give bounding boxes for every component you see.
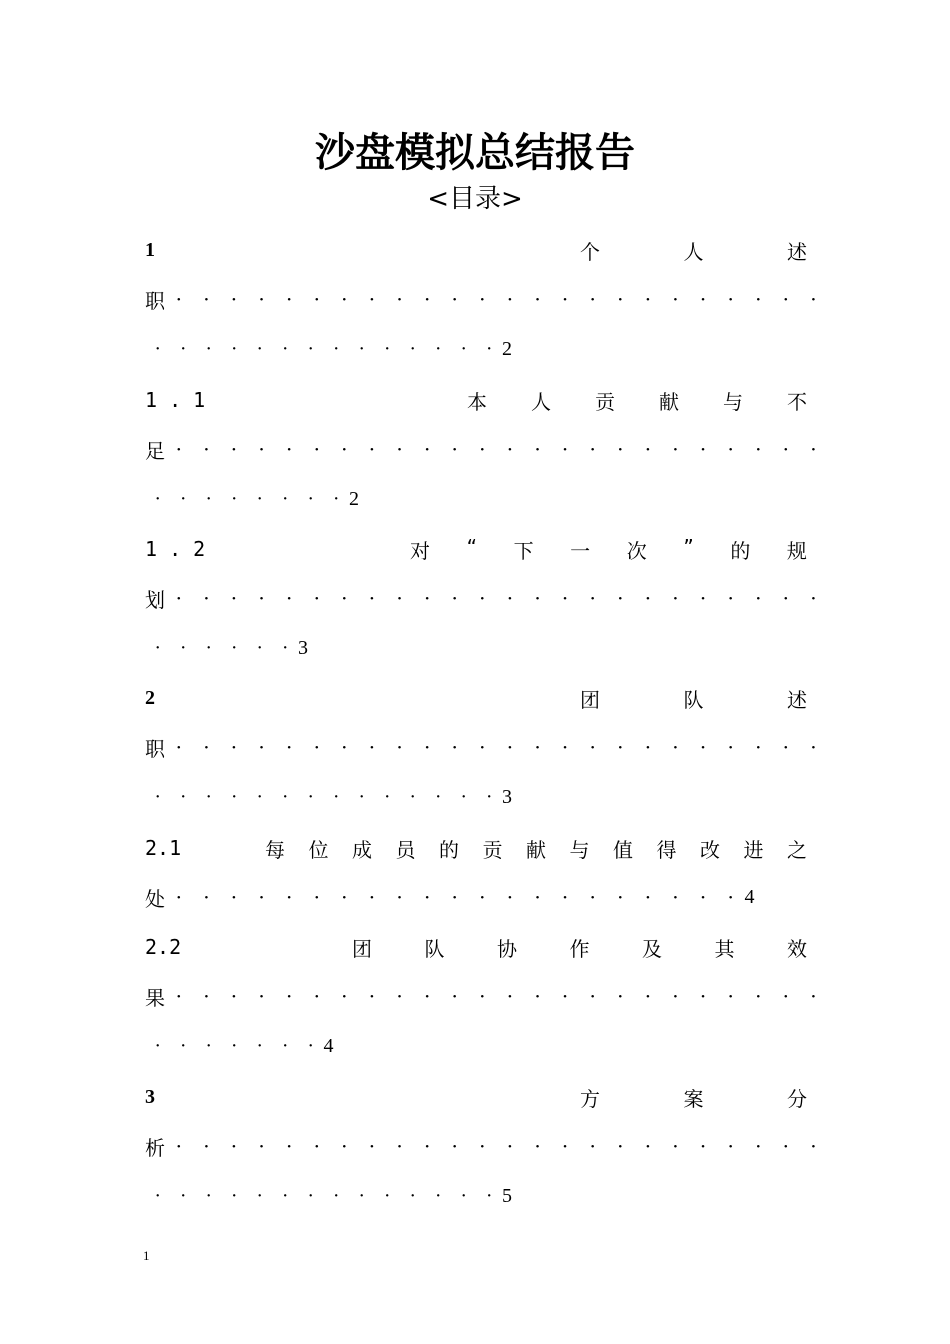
toc-entry-heading[interactable] [145,932,807,962]
toc-leader-dots: · · · · · · · · · · · · · · · · · · · · · · · · [175,735,817,759]
toc-heading-char: 及 [642,936,662,961]
toc-entry-heading-chars [580,1083,807,1112]
toc-heading-char: 方 [580,1086,600,1111]
toc-heading-char: 贡 [482,837,503,862]
toc-heading-char: 一 [570,538,591,563]
toc-entry-last-char: 果 [145,985,165,1010]
toc-heading-char: 次 [626,538,647,563]
toc-entry-number: 1 [145,238,155,261]
toc-entry-number: 1 . 1 [145,388,206,412]
toc-entry-last-char: 职 [145,288,165,313]
toc-heading-char: 员 [395,837,416,862]
toc-heading-char: 位 [308,837,329,862]
toc-heading-char: 与 [569,837,590,862]
toc-entry-heading-chars [580,684,807,713]
toc-entry-tail[interactable] [145,782,512,812]
toc-entry-last-char: 职 [145,736,165,761]
toc-entry-heading[interactable] [145,833,807,863]
page-number: 1 [143,1248,150,1263]
toc-heading-char: 得 [656,837,677,862]
toc-entry-heading-chars [410,535,807,564]
toc-entry-heading[interactable] [145,1082,807,1112]
toc-heading-char: 人 [683,239,704,264]
toc-entry-last-char: 处 [145,886,165,911]
toc-entry-number: 1 . 2 [145,537,206,561]
toc-heading-char: ” [683,534,694,559]
toc-heading-char: 队 [424,936,445,961]
toc-entry-number: 3 [145,1085,155,1108]
toc-heading-char: 队 [683,687,704,712]
toc-heading-char: 本 [467,389,487,414]
toc-heading-char: 每 [265,837,285,862]
toc-entry-tail[interactable] [145,1181,512,1211]
toc-entry-last-char: 足 [145,438,165,463]
toc-heading-char: 与 [723,389,743,414]
toc-entry-tail[interactable] [145,334,512,364]
toc-leader-dots: · · · · · · · · · · · · · · · · · · · · · · · · [175,437,817,461]
toc-entry-last-char: 划 [145,587,165,612]
toc-entry-last-char: 析 [145,1135,165,1160]
toc-entry-page: 3 [298,636,308,659]
toc-entry-leader[interactable] [145,981,827,1011]
toc-entry-leader[interactable] [145,1131,827,1161]
toc-entry-heading[interactable] [145,683,807,713]
toc-entry-heading[interactable] [145,534,807,564]
toc-leader-dots: · · · · · · · · · · · · · · · · · · · · · · · · [175,1134,817,1158]
toc-entry-leader[interactable] [145,583,827,613]
toc-heading-char: 述 [787,239,807,264]
toc-entry-leader[interactable] [145,882,754,912]
document-subtitle: <目录> [427,184,523,214]
toc-entry-number: 2.2 [145,935,182,959]
toc-leader-dots: · · · · · · [154,636,289,659]
toc-leader-dots: · · · · · · · · · · · · · · · · · · · · · [175,885,734,909]
toc-heading-char: 成 [352,837,372,862]
toc-entry-tail[interactable] [145,1031,334,1061]
toc-leader-dots: · · · · · · · [154,1034,315,1057]
toc-heading-char: 规 [786,538,807,563]
toc-heading-char: 个 [580,239,600,264]
toc-heading-char: 之 [787,837,807,862]
toc-heading-char: 其 [714,936,735,961]
toc-leader-dots: · · · · · · · · · · · · · · [154,1184,493,1207]
toc-heading-char: 献 [526,837,546,862]
toc-leader-dots: · · · · · · · · · · · · · · · · · · · · · · · · [175,984,817,1008]
toc-heading-char: 改 [700,837,720,862]
toc-entry-page: 4 [744,885,755,908]
toc-heading-char: 效 [787,936,807,961]
toc-entry-heading[interactable] [145,235,807,265]
toc-entry-leader[interactable] [145,284,827,314]
toc-heading-char: 案 [683,1086,704,1111]
toc-heading-char: 的 [730,538,751,563]
toc-entry-number: 2 [145,686,155,709]
toc-heading-char: 对 [410,538,430,563]
toc-entry-tail[interactable] [145,484,359,514]
toc-leader-dots: · · · · · · · · · · · · · · · · · · · · · · · · [175,586,817,610]
toc-leader-dots: · · · · · · · · · · · · · · · · · · · · · · · · [175,287,817,311]
toc-entry-heading-chars [352,933,807,962]
toc-leader-dots: · · · · · · · · · · · · · · [154,337,493,360]
toc-heading-char: 下 [513,538,534,563]
toc-entry-page: 2 [349,487,359,510]
toc-entry-heading-chars [580,236,807,265]
toc-heading-char: 述 [787,687,807,712]
toc-heading-char: “ [466,534,477,559]
toc-heading-char: 作 [569,936,590,961]
document-title: 沙盘模拟总结报告 [315,130,635,176]
toc-entry-page: 2 [502,337,512,360]
toc-leader-dots: · · · · · · · · · · · · · · [154,785,493,808]
toc-entry-leader[interactable] [145,434,827,464]
toc-heading-char: 贡 [595,389,615,414]
toc-entry-heading[interactable] [145,385,807,415]
toc-entry-tail[interactable] [145,633,308,663]
toc-entry-page: 4 [323,1034,334,1057]
toc-entry-heading-chars [265,834,807,863]
toc-heading-char: 值 [613,837,633,862]
toc-heading-char: 不 [787,389,807,414]
toc-entry-number: 2.1 [145,836,182,860]
toc-entry-page: 3 [502,785,512,808]
toc-heading-char: 献 [659,389,679,414]
toc-leader-dots: · · · · · · · · [154,487,340,510]
toc-entry-leader[interactable] [145,732,827,762]
toc-entry-heading-chars [467,386,807,415]
toc-heading-char: 分 [787,1086,807,1111]
toc-heading-char: 的 [439,837,459,862]
toc-entry-page: 5 [502,1184,512,1207]
toc-heading-char: 协 [497,936,517,961]
toc-heading-char: 团 [352,936,372,961]
toc-heading-char: 人 [531,389,551,414]
toc-heading-char: 进 [743,837,764,862]
toc-heading-char: 团 [580,687,600,712]
